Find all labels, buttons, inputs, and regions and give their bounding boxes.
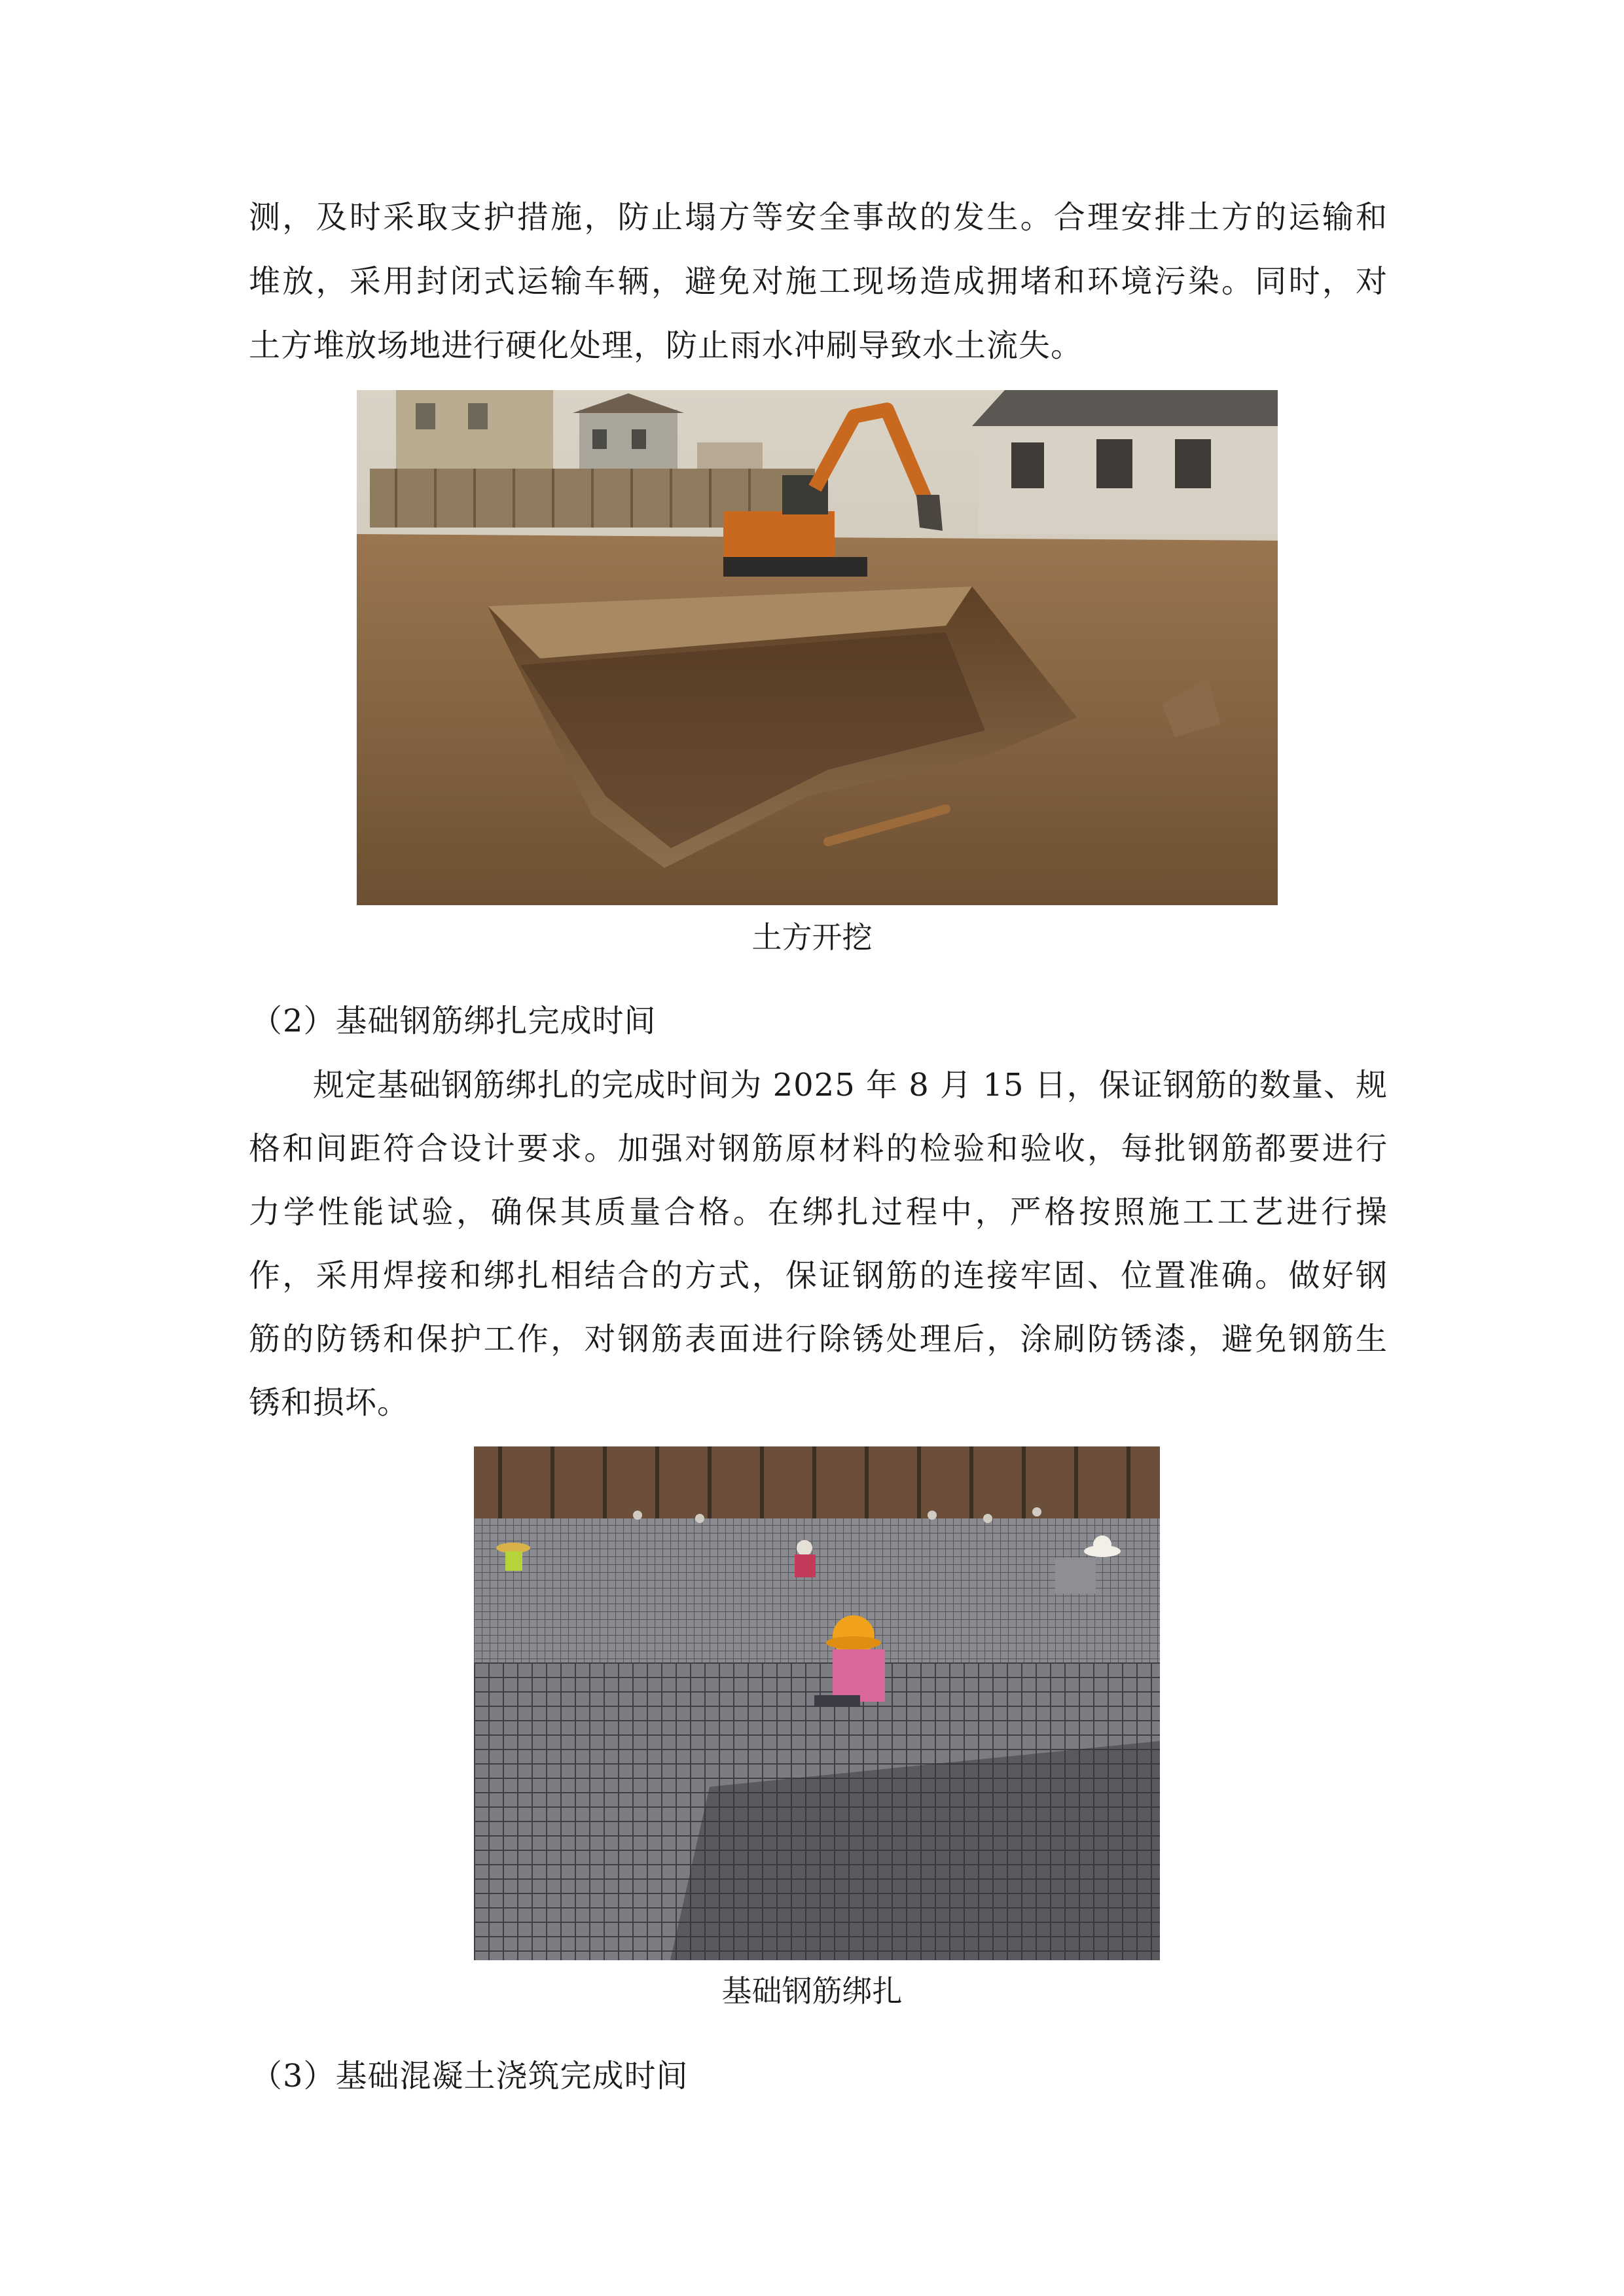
excavation-photo (357, 390, 1278, 905)
section-3-heading: （3）基础混凝土浇筑完成时间 (251, 2058, 689, 2094)
section-2-heading: （2）基础钢筋绑扎完成时间 (251, 1003, 657, 1039)
section-2-line-6: 锈和损坏。 (249, 1384, 410, 1421)
intro-line-2: 堆放，采用封闭式运输车辆，避免对施工现场造成拥堵和环境污染。同时，对 (249, 263, 1388, 300)
intro-line-1: 测，及时采取支护措施，防止塌方等安全事故的发生。合理安排土方的运输和 (249, 199, 1388, 236)
rebar-caption: 基础钢筋绑扎 (721, 1973, 903, 2009)
excavation-caption: 土方开挖 (751, 920, 873, 955)
intro-line-3: 土方堆放场地进行硬化处理，防止雨水冲刷导致水土流失。 (249, 327, 1083, 364)
section-2-line-5: 筋的防锈和保护工作，对钢筋表面进行除锈处理后，涂刷防锈漆，避免钢筋生 (249, 1321, 1388, 1357)
section-2-line-1: 规定基础钢筋绑扎的完成时间为 2025 年 8 月 15 日，保证钢筋的数量、规 (313, 1067, 1388, 1103)
section-2-line-4: 作，采用焊接和绑扎相结合的方式，保证钢筋的连接牢固、位置准确。做好钢 (249, 1257, 1388, 1294)
section-2-line-3: 力学性能试验，确保其质量合格。在绑扎过程中，严格按照施工工艺进行操 (249, 1194, 1388, 1230)
rebar-photo (474, 1446, 1160, 1960)
section-2-line-2: 格和间距符合设计要求。加强对钢筋原材料的检验和验收，每批钢筋都要进行 (249, 1130, 1388, 1167)
